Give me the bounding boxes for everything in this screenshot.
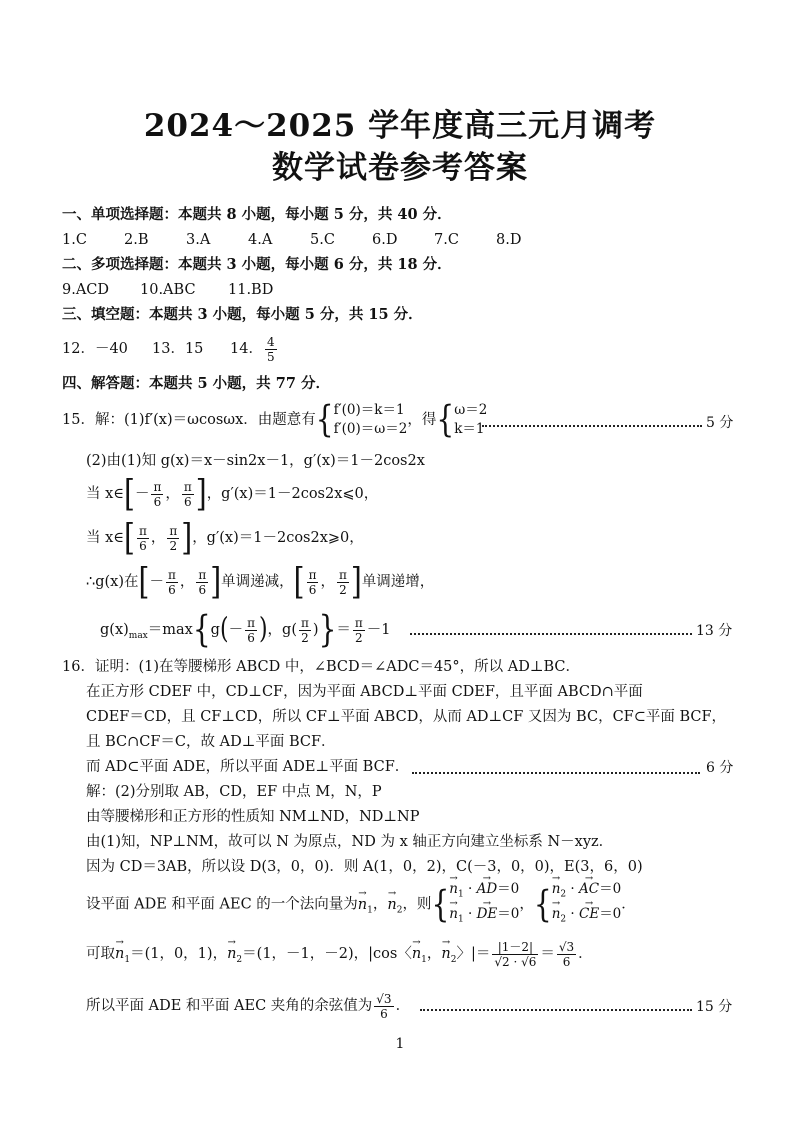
q16-line-10: 设平面 ADE 和平面 AEC 的一个法向量为→ $n_1$，→ $n_2$，则{ → $n_1$ · → AD＝0 → $n_1$ · → DE＝0 ，{ → $n_2$ · → AC＝0 → $n_2$ · → CE＝0 ． — [86, 880, 636, 932]
answer-3: 3.A — [186, 232, 211, 248]
q15-line-1: 15．解：(1)f′(x)＝ωcosωx．由题意有{ f′(0)＝k＝1 f′(0)＝ω＝2 ，得{ ω＝2 k＝1 — [62, 397, 488, 441]
answer-14: 14． — [230, 341, 263, 357]
answer-7: 7.C — [434, 232, 459, 248]
section-4-header: 四、解答题：本题共 5 小题，共 77 分． — [62, 375, 330, 392]
title-line-2: 数学试卷参考答案 — [272, 150, 528, 186]
q16-leader-dots-2 — [420, 1008, 692, 1011]
q16-line-1: 16．证明：(1)在等腰梯形 ABCD 中，∠BCD＝∠ADC＝45°，所以 AD⊥BC． — [62, 659, 581, 675]
q15-leader-dots-1 — [482, 424, 702, 427]
section-3-answers — [62, 332, 279, 366]
section-1-header: 一、单项选择题：本题共 8 小题，每小题 5 分，共 40 分． — [62, 206, 452, 223]
answer-1: 1.C — [62, 232, 87, 248]
q15-line-3: 当 x∈[－ $\frac{\pi}{6}$ ， $\frac{\pi}{6}$ ]，g′(x)＝1－2cos2x⩽0， — [86, 471, 379, 515]
q16-line-7: 由等腰梯形和正方形的性质知 NM⊥ND，ND⊥NP — [86, 809, 420, 825]
q15-line-4: 当 x∈[ $\frac{\pi}{6}$ ， $\frac{\pi}{2}$ ]，g′(x)＝1－2cos2x⩾0， — [86, 515, 364, 559]
q16-score-2: 15 分 — [696, 999, 733, 1015]
answer-8: 8.D — [496, 232, 522, 248]
answer-13: 13．15 — [152, 341, 204, 357]
q15-score-1: 5 分 — [706, 415, 734, 431]
q16-score-1: 6 分 — [706, 760, 734, 776]
q15-system-1: f′(0)＝k＝1 f′(0)＝ω＝2 — [333, 402, 408, 437]
q16-line-12: 所以平面 ADE 和平面 AEC 夹角的余弦值为 $\frac{√3}{6}$ ． — [86, 991, 411, 1021]
q15-score-2: 13 分 — [696, 623, 733, 639]
answer-11: 11.BD — [228, 282, 274, 298]
q16-system-1: → $n_1$ · → AD＝0 → $n_1$ · → DE＝0 — [449, 880, 519, 929]
title-line-1: 2024～2025 学年度高三元月调考 — [143, 108, 657, 144]
q16-line-9: 因为 CD＝3AB，所以设 D(3，0，0)．则 A(1，0，2)，C(－3，0，0)，E(3，6，0) — [86, 859, 643, 875]
q16-line-6: 解：(2)分别取 AB，CD，EF 中点 M，N，P — [86, 784, 382, 800]
answer-4: 4.A — [248, 232, 273, 248]
answer-5: 5.C — [310, 232, 335, 248]
q15-line-2: (2)由(1)知 g(x)＝x－sin2x－1，g′(x)＝1－2cos2x — [86, 453, 425, 469]
answer-6: 6.D — [372, 232, 398, 248]
q16-line-4: 且 BC∩CF＝C，故 AD⊥平面 BCF． — [86, 734, 336, 750]
answer-12: 12．－40 — [62, 341, 128, 357]
q16-line-8: 由(1)知，NP⊥NM，故可以 N 为原点，ND 为 x 轴正方向建立坐标系 N－xyz． — [86, 834, 614, 850]
q16-system-2: → $n_2$ · → AC＝0 → $n_2$ · → CE＝0 — [552, 880, 622, 929]
section-1-answers — [62, 230, 558, 250]
answer-10: 10.ABC — [140, 282, 196, 298]
q15-line-6: $g(x)_{max}=\max\{g(-$ $\frac{\pi}{6}$ )，g( $\frac{\pi}{2}$ )}＝ $\frac{\pi}{2}$ －1 — [100, 607, 391, 651]
section-2-answers — [62, 280, 273, 300]
answer-14-fraction: $\frac{4}{5}$ — [266, 334, 275, 364]
section-2-header: 二、多项选择题：本题共 3 小题，每小题 6 分，共 18 分． — [62, 256, 452, 273]
q15-leader-dots-2 — [410, 632, 692, 635]
answer-2: 2.B — [124, 232, 149, 248]
q15-system-2: ω＝2 k＝1 — [454, 402, 488, 437]
answer-9: 9.ACD — [62, 282, 110, 298]
q16-leader-dots-1 — [412, 771, 700, 774]
page-number: 1 — [395, 1036, 405, 1052]
q16-line-5: 而 AD⊂平面 ADE，所以平面 ADE⊥平面 BCF． — [86, 759, 410, 775]
q16-line-2: 在正方形 CDEF 中，CD⊥CF，因为平面 ABCD⊥平面 CDEF，且平面 ABCD∩平面 — [86, 684, 643, 700]
q16-line-3: CDEF＝CD，且 CF⊥CD，所以 CF⊥平面 ABCD，从而 AD⊥CF 又因为 BC，CF⊂平面 BCF， — [86, 709, 727, 725]
q16-line-11: 可取→ $n_1=(1$，0，1)，→ $n_2=(1$，－1，－2)，|cos〈→ $n_1$，→ $n_2$〉|＝ $\frac{|1-2|}{√2 \cdot √6}$ ＝ $\frac{√3}{6}$ ． — [86, 934, 593, 980]
q15-line-5: ∴g(x)在[－ $\frac{\pi}{6}$ ， $\frac{\pi}{6}$ ]单调递减，[ $\frac{\pi}{6}$ ， $\frac{\pi}{2}$ ]单调递增， — [86, 559, 435, 603]
section-3-header: 三、填空题：本题共 3 小题，每小题 5 分，共 15 分． — [62, 306, 423, 323]
